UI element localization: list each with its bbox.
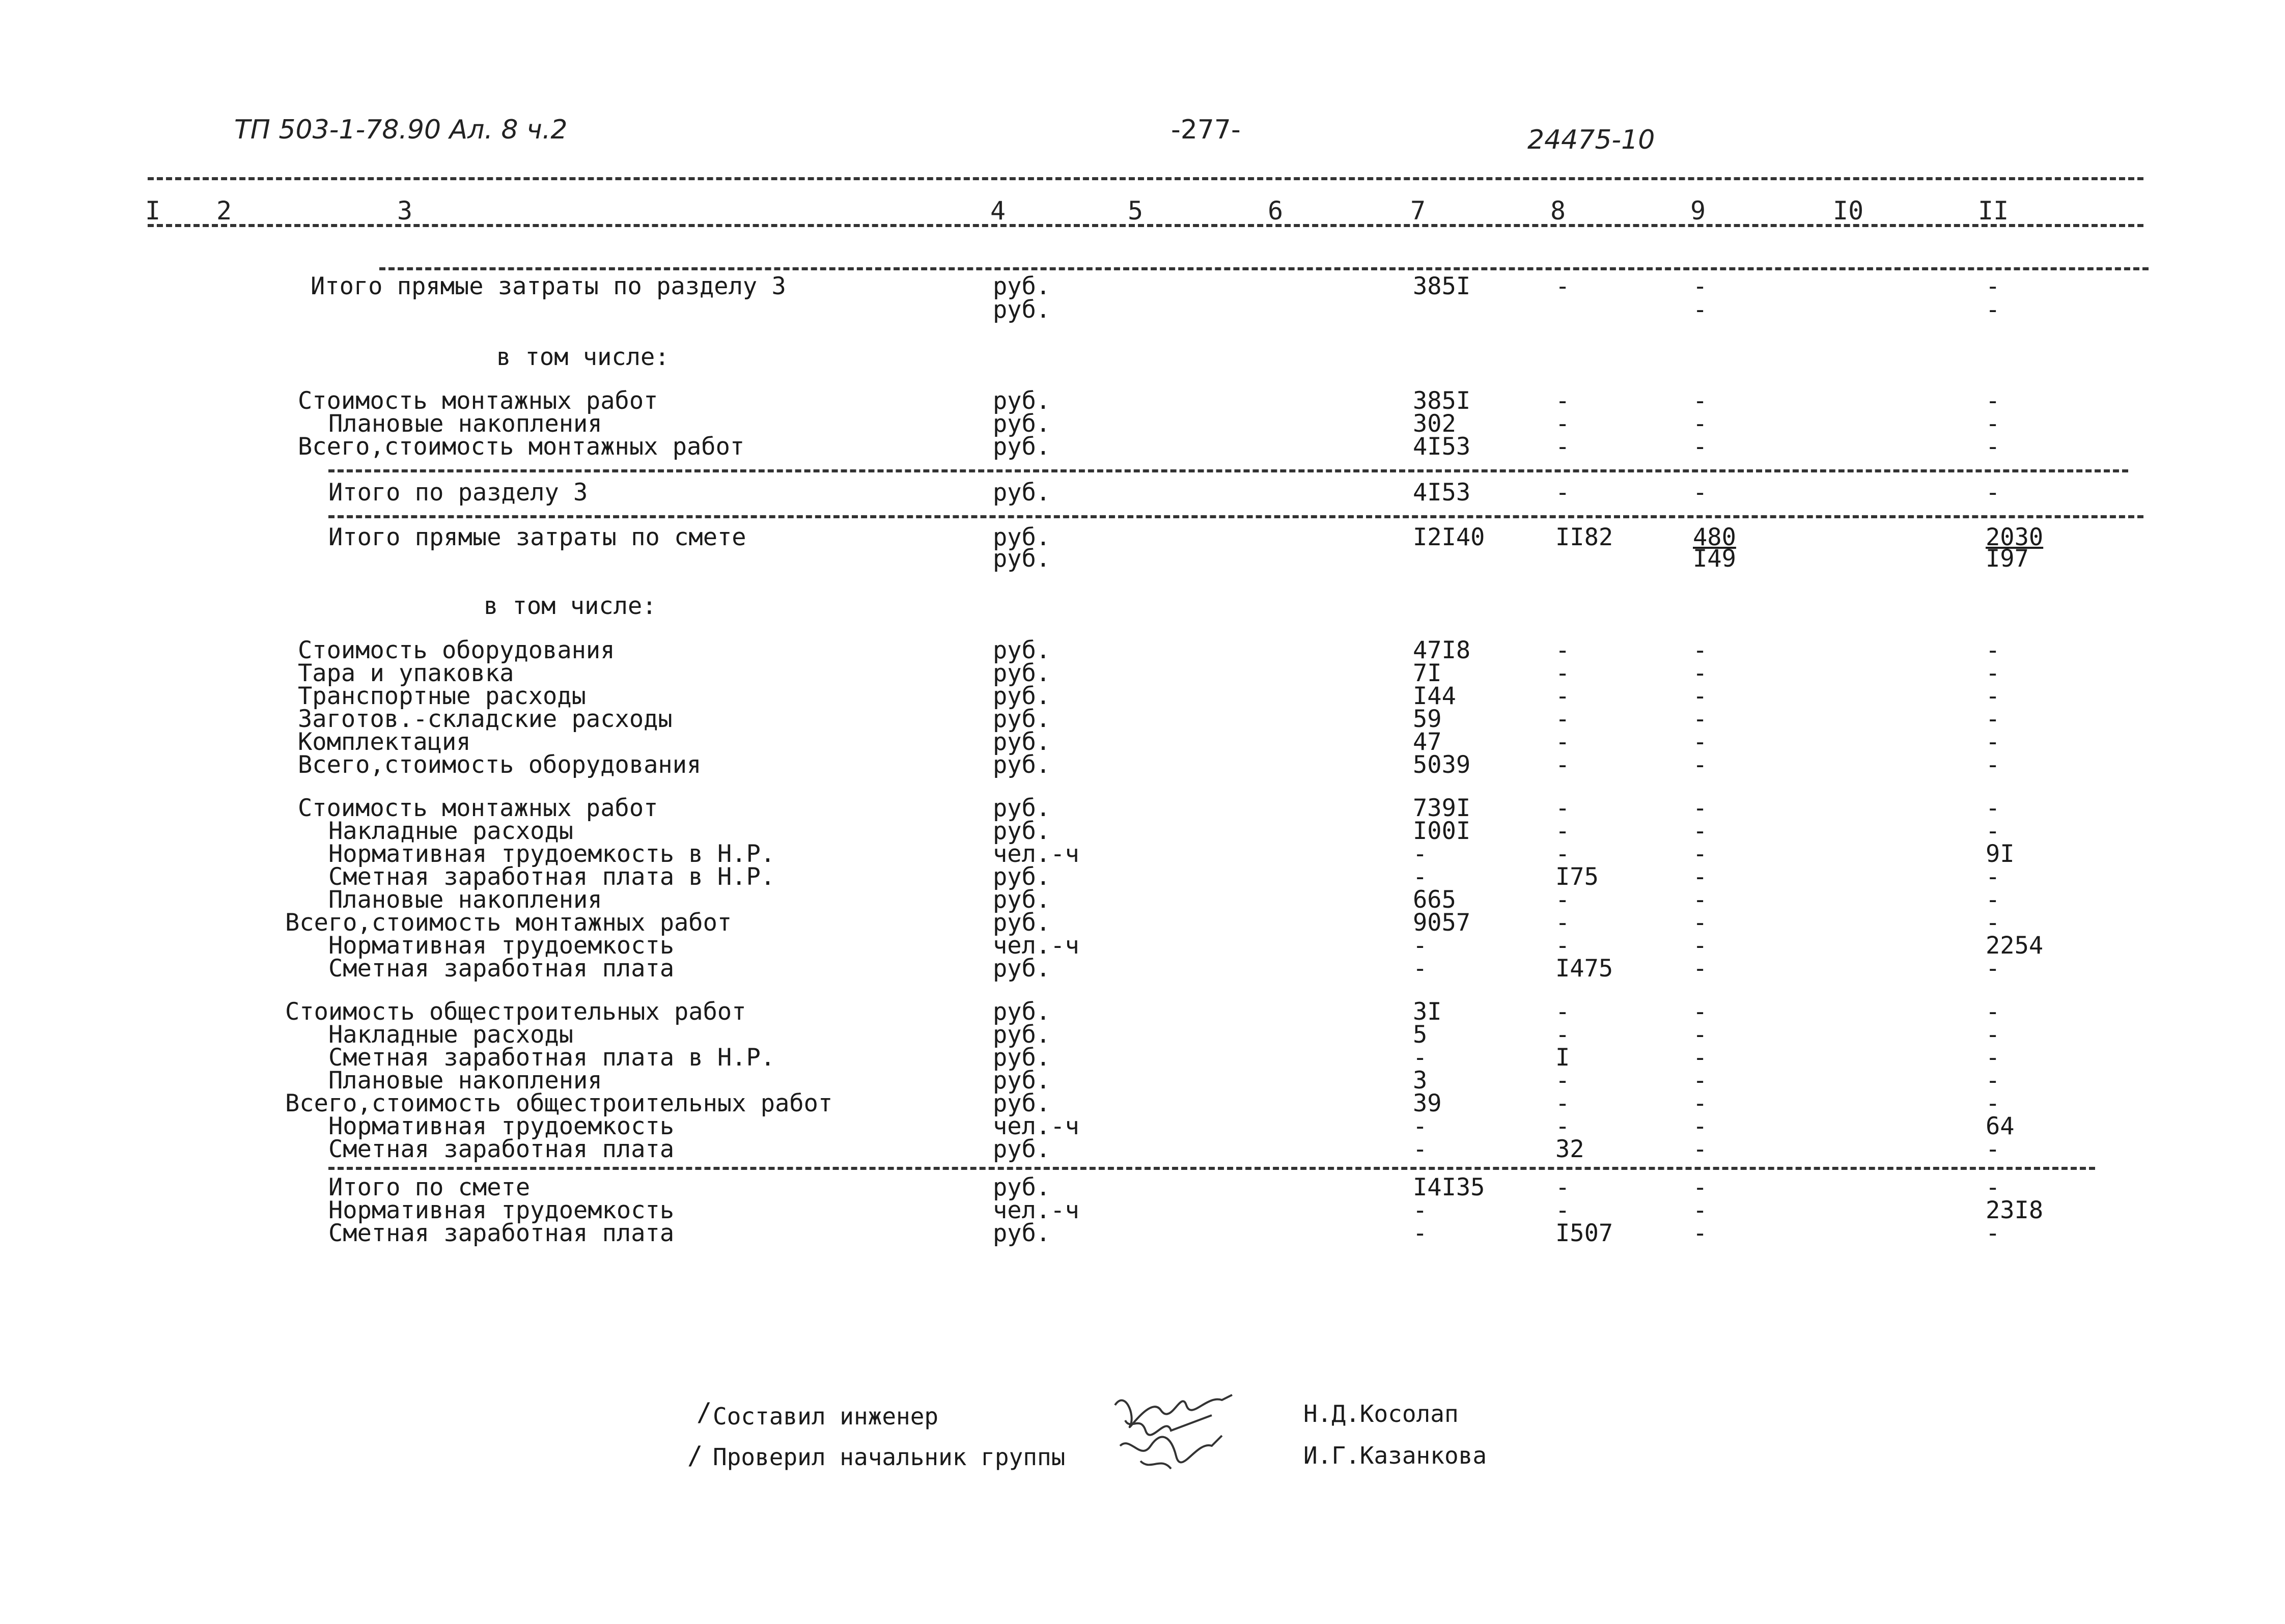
- row-value-7: 3: [1413, 1067, 1428, 1095]
- row-value-9: -: [1693, 1044, 1708, 1072]
- row-value-7: -: [1413, 840, 1428, 868]
- row-value-11: -: [1986, 682, 2000, 710]
- row-rule: [328, 515, 2143, 518]
- row-value-11: -: [1986, 751, 2000, 779]
- row-label: Накладные расходы: [328, 1021, 574, 1049]
- row-value-9: -: [1693, 433, 1708, 461]
- row-label: Нормативная трудоемкость: [328, 1196, 675, 1224]
- signature-role: Составил инженер: [713, 1403, 939, 1430]
- row-value-7: 3I: [1413, 998, 1442, 1026]
- row-value-9: -: [1693, 817, 1708, 845]
- margin-mark: /: [696, 1397, 712, 1427]
- row-value-7: 39: [1413, 1089, 1442, 1117]
- row-value-8: -: [1555, 932, 1570, 960]
- row-label: Всего,стоимость монтажных работ: [285, 909, 732, 937]
- margin-mark: /: [687, 1441, 703, 1470]
- row-value-11: 9I: [1986, 840, 2015, 868]
- row-label: Тара и упаковка: [298, 659, 514, 687]
- row-value-11: -: [1986, 272, 2000, 300]
- row-value-9: -: [1693, 1196, 1708, 1224]
- row-label: Всего,стоимость монтажных работ: [298, 433, 745, 461]
- row-unit: руб.: [993, 1173, 1051, 1201]
- column-number: 2: [216, 196, 232, 226]
- row-value-11: -: [1986, 410, 2000, 438]
- row-value-11: -: [1986, 863, 2000, 891]
- row-unit: руб.: [993, 296, 1051, 324]
- row-value-7: -: [1413, 1196, 1428, 1224]
- row-value-9: -: [1693, 863, 1708, 891]
- row-label: Всего,стоимость оборудования: [298, 751, 702, 779]
- row-unit: руб.: [993, 682, 1051, 710]
- row-value-7: I2I40: [1413, 523, 1485, 551]
- row-value-8: -: [1555, 682, 1570, 710]
- row-unit: руб.: [993, 387, 1051, 415]
- row-value-8: -: [1555, 909, 1570, 937]
- row-label: Сметная заработная плата: [328, 1135, 675, 1163]
- inventory-number: 24475-10: [1527, 125, 1655, 155]
- row-value-8: -: [1555, 636, 1570, 664]
- row-value-9: -: [1693, 1021, 1708, 1049]
- row-label: Нормативная трудоемкость: [328, 1112, 675, 1140]
- row-unit: руб.: [993, 909, 1051, 937]
- signature-name: Н.Д.Косолап: [1303, 1400, 1459, 1427]
- row-value-9: -: [1693, 840, 1708, 868]
- column-number: 4: [990, 196, 1006, 226]
- row-value-8: -: [1555, 794, 1570, 822]
- row-label: Всего,стоимость общестроительных работ: [285, 1089, 833, 1117]
- row-value-11: -: [1986, 705, 2000, 733]
- row-unit: руб.: [993, 479, 1051, 507]
- row-value-8: -: [1555, 1067, 1570, 1095]
- row-value-11: 23I8: [1986, 1196, 2044, 1224]
- column-number: 5: [1128, 196, 1144, 226]
- row-value-11: -: [1986, 296, 2000, 324]
- table-row: [0, 435, 2285, 459]
- row-value-11: -: [1986, 387, 2000, 415]
- row-value-8: -: [1555, 1196, 1570, 1224]
- row-unit: руб.: [993, 636, 1051, 664]
- row-value-8: -: [1555, 1173, 1570, 1201]
- row-label: Сметная заработная плата в Н.Р.: [328, 863, 775, 891]
- row-value-8: -: [1555, 998, 1570, 1026]
- row-value-9: -: [1693, 659, 1708, 687]
- row-unit: руб.: [993, 1089, 1051, 1117]
- row-value-9: -: [1693, 998, 1708, 1026]
- row-unit: руб.: [993, 705, 1051, 733]
- row-value-9: 480: [1693, 523, 1736, 551]
- row-value-11: I97: [1986, 545, 2029, 573]
- row-unit: руб.: [993, 1067, 1051, 1095]
- row-value-9: -: [1693, 636, 1708, 664]
- row-unit: руб.: [993, 433, 1051, 461]
- row-label: Плановые накопления: [328, 1067, 602, 1095]
- row-value-9: -: [1693, 705, 1708, 733]
- row-value-8: -: [1555, 886, 1570, 914]
- table-row: [0, 547, 2285, 571]
- row-rule: [328, 1167, 2095, 1170]
- row-value-7: 385I: [1413, 387, 1471, 415]
- row-label: Заготов.-складские расходы: [298, 705, 673, 733]
- row-value-11: -: [1986, 794, 2000, 822]
- row-value-11: -: [1986, 1044, 2000, 1072]
- row-value-7: 7I: [1413, 659, 1442, 687]
- row-unit: руб.: [993, 794, 1051, 822]
- row-value-9: -: [1693, 886, 1708, 914]
- row-value-7: 47I8: [1413, 636, 1471, 664]
- table-row: [0, 753, 2285, 777]
- handwritten-signature: [1110, 1385, 1242, 1476]
- row-value-8: I507: [1555, 1219, 1613, 1247]
- row-unit: руб.: [993, 523, 1051, 551]
- row-value-8: -: [1555, 387, 1570, 415]
- row-value-7: 9057: [1413, 909, 1471, 937]
- row-value-8: -: [1555, 479, 1570, 507]
- table-row: [0, 272, 2285, 300]
- column-number: II: [1978, 196, 2009, 226]
- row-value-9: I49: [1693, 545, 1736, 573]
- row-unit: руб.: [993, 998, 1051, 1026]
- row-unit: руб.: [993, 863, 1051, 891]
- row-value-8: I: [1555, 1044, 1570, 1072]
- row-value-8: -: [1555, 705, 1570, 733]
- row-value-11: 64: [1986, 1112, 2015, 1140]
- row-label: Итого прямые затраты по разделу 3: [311, 272, 786, 300]
- row-value-11: -: [1986, 636, 2000, 664]
- row-value-8: 32: [1555, 1135, 1584, 1163]
- row-value-9: -: [1693, 932, 1708, 960]
- row-value-9: -: [1693, 296, 1708, 324]
- row-value-11: -: [1986, 1173, 2000, 1201]
- row-value-7: -: [1413, 955, 1428, 983]
- row-unit: чел.-ч: [993, 840, 1079, 868]
- row-value-8: -: [1555, 1112, 1570, 1140]
- row-label: Плановые накопления: [328, 410, 602, 438]
- row-label: Нормативная трудоемкость: [328, 932, 675, 960]
- row-value-9: -: [1693, 955, 1708, 983]
- row-value-7: 59: [1413, 705, 1442, 733]
- row-value-8: -: [1555, 751, 1570, 779]
- row-value-7: 739I: [1413, 794, 1471, 822]
- row-value-9: -: [1693, 1173, 1708, 1201]
- row-unit: руб.: [993, 272, 1051, 300]
- row-unit: чел.-ч: [993, 1112, 1079, 1140]
- row-value-9: -: [1693, 682, 1708, 710]
- page-number: -277-: [1171, 115, 1241, 145]
- row-value-11: 2254: [1986, 932, 2044, 960]
- row-label: Итого по разделу 3: [328, 479, 588, 507]
- row-value-11: -: [1986, 479, 2000, 507]
- signature-name: И.Г.Казанкова: [1303, 1442, 1487, 1469]
- table-row: [0, 481, 2285, 505]
- column-number: 9: [1690, 196, 1706, 226]
- row-value-7: -: [1413, 1112, 1428, 1140]
- header-rule-bottom: [148, 224, 2143, 227]
- row-value-8: I75: [1555, 863, 1599, 891]
- row-label: Сметная заработная плата: [328, 955, 675, 983]
- row-value-11: -: [1986, 1089, 2000, 1117]
- row-unit: руб.: [993, 1135, 1051, 1163]
- row-value-7: -: [1413, 1135, 1428, 1163]
- row-value-7: 4I53: [1413, 479, 1471, 507]
- row-value-8: I475: [1555, 955, 1613, 983]
- row-unit: чел.-ч: [993, 932, 1079, 960]
- row-value-8: -: [1555, 840, 1570, 868]
- column-number: 7: [1410, 196, 1426, 226]
- row-value-8: -: [1555, 1089, 1570, 1117]
- row-value-7: -: [1413, 1044, 1428, 1072]
- row-value-9: -: [1693, 1089, 1708, 1117]
- row-value-11: -: [1986, 1219, 2000, 1247]
- column-number: 8: [1550, 196, 1566, 226]
- row-value-7: 4I53: [1413, 433, 1471, 461]
- row-label: Стоимость монтажных работ: [298, 387, 658, 415]
- row-value-7: 5039: [1413, 751, 1471, 779]
- row-label: Накладные расходы: [328, 817, 574, 845]
- row-unit: руб.: [993, 545, 1051, 573]
- row-unit: руб.: [993, 1219, 1051, 1247]
- row-label: Стоимость общестроительных работ: [285, 998, 746, 1026]
- table-row: [0, 1219, 2285, 1247]
- row-value-7: 47: [1413, 728, 1442, 756]
- row-rule: [328, 469, 2128, 472]
- row-value-11: -: [1986, 1135, 2000, 1163]
- row-value-9: -: [1693, 1112, 1708, 1140]
- table-row: [0, 298, 2285, 322]
- row-value-9: -: [1693, 387, 1708, 415]
- row-value-11: -: [1986, 1067, 2000, 1095]
- row-value-8: -: [1555, 1021, 1570, 1049]
- table-row: [0, 1135, 2285, 1163]
- row-value-7: -: [1413, 863, 1428, 891]
- row-unit: руб.: [993, 728, 1051, 756]
- row-value-11: -: [1986, 1021, 2000, 1049]
- row-value-8: -: [1555, 272, 1570, 300]
- table-row: [0, 957, 2285, 981]
- section-heading: в том числе:: [496, 343, 670, 371]
- row-value-7: 5: [1413, 1021, 1428, 1049]
- column-number: I0: [1833, 196, 1864, 226]
- row-label: Плановые накопления: [328, 886, 602, 914]
- row-unit: руб.: [993, 410, 1051, 438]
- row-value-11: -: [1986, 728, 2000, 756]
- row-value-11: -: [1986, 998, 2000, 1026]
- document-code: ТП 503-1-78.90 Ал. 8 ч.2: [234, 115, 568, 145]
- row-value-9: -: [1693, 794, 1708, 822]
- row-value-9: -: [1693, 410, 1708, 438]
- row-value-8: -: [1555, 433, 1570, 461]
- row-unit: руб.: [993, 1021, 1051, 1049]
- signature-role: Проверил начальник группы: [713, 1443, 1066, 1471]
- row-unit: руб.: [993, 955, 1051, 983]
- row-value-7: I4I35: [1413, 1173, 1485, 1201]
- section-heading: в том числе:: [484, 592, 657, 620]
- row-unit: руб.: [993, 659, 1051, 687]
- row-value-11: -: [1986, 659, 2000, 687]
- table-row: [0, 523, 2285, 551]
- row-value-11: -: [1986, 433, 2000, 461]
- column-number: 3: [397, 196, 413, 226]
- row-unit: руб.: [993, 886, 1051, 914]
- row-value-9: -: [1693, 479, 1708, 507]
- column-rule: [379, 267, 2149, 270]
- row-value-11: -: [1986, 886, 2000, 914]
- row-label: Сметная заработная плата: [328, 1219, 675, 1247]
- row-value-9: -: [1693, 1067, 1708, 1095]
- row-value-8: II82: [1555, 523, 1613, 551]
- row-value-7: 385I: [1413, 272, 1471, 300]
- row-value-11: 2030: [1986, 523, 2044, 551]
- row-value-7: I00I: [1413, 817, 1471, 845]
- row-label: Стоимость оборудования: [298, 636, 615, 664]
- row-label: Стоимость монтажных работ: [298, 794, 658, 822]
- row-value-8: -: [1555, 817, 1570, 845]
- row-value-8: -: [1555, 410, 1570, 438]
- column-number: 6: [1268, 196, 1284, 226]
- row-unit: руб.: [993, 1044, 1051, 1072]
- row-value-7: I44: [1413, 682, 1456, 710]
- row-unit: чел.-ч: [993, 1196, 1079, 1224]
- row-label: Итого прямые затраты по смете: [328, 523, 746, 551]
- row-value-11: -: [1986, 817, 2000, 845]
- row-unit: руб.: [993, 817, 1051, 845]
- column-number: I: [145, 196, 161, 226]
- row-value-7: -: [1413, 1219, 1428, 1247]
- row-label: Сметная заработная плата в Н.Р.: [328, 1044, 775, 1072]
- row-value-7: 665: [1413, 886, 1456, 914]
- row-unit: руб.: [993, 751, 1051, 779]
- row-value-7: 302: [1413, 410, 1456, 438]
- row-value-11: -: [1986, 955, 2000, 983]
- header-rule-top: [148, 177, 2143, 180]
- row-label: Итого по смете: [328, 1173, 531, 1201]
- row-value-9: -: [1693, 1219, 1708, 1247]
- row-value-9: -: [1693, 751, 1708, 779]
- row-value-9: -: [1693, 728, 1708, 756]
- row-value-9: -: [1693, 909, 1708, 937]
- row-label: Нормативная трудоемкость в Н.Р.: [328, 840, 775, 868]
- row-value-9: -: [1693, 272, 1708, 300]
- row-label: Комплектация: [298, 728, 471, 756]
- row-value-8: -: [1555, 728, 1570, 756]
- row-value-8: -: [1555, 659, 1570, 687]
- row-value-9: -: [1693, 1135, 1708, 1163]
- row-value-11: -: [1986, 909, 2000, 937]
- row-value-7: -: [1413, 932, 1428, 960]
- row-label: Транспортные расходы: [298, 682, 586, 710]
